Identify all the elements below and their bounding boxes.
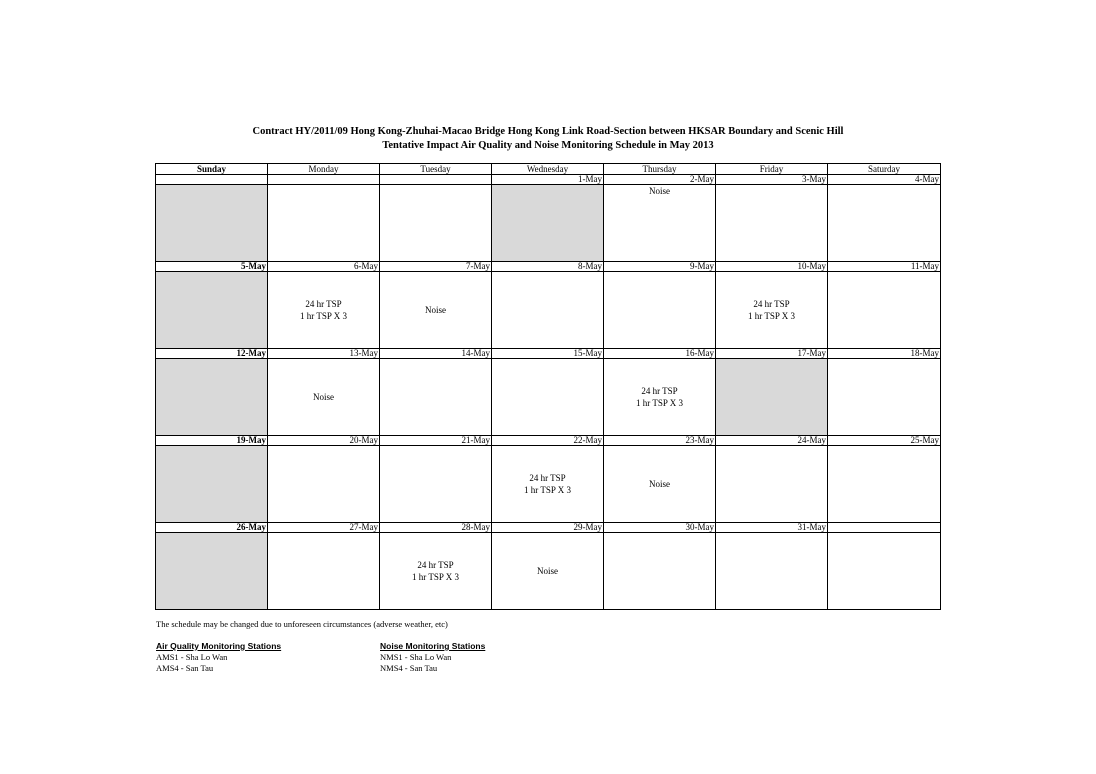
date-row [156, 523, 941, 533]
weekday-header: Wednesday [492, 164, 604, 175]
day-cell [492, 359, 604, 436]
date-cell: 31-May [716, 523, 828, 533]
date-cell: 1-May [492, 175, 604, 185]
date-row [156, 262, 941, 272]
day-cell [268, 533, 380, 610]
date-cell: 29-May [492, 523, 604, 533]
weekday-header: Sunday [156, 164, 268, 175]
date-cell: 5-May [156, 262, 268, 272]
date-cell: 18-May [828, 349, 941, 359]
weekday-header: Saturday [828, 164, 941, 175]
monitoring-event: 1 hr TSP X 3 [635, 398, 683, 408]
date-cell: 8-May [492, 262, 604, 272]
day-cell [268, 446, 380, 523]
date-cell: 20-May [268, 436, 380, 446]
date-cell: 30-May [604, 523, 716, 533]
monitoring-event: Noise [313, 392, 334, 402]
date-row [156, 349, 941, 359]
weekday-header: Monday [268, 164, 380, 175]
date-cell [268, 175, 380, 185]
date-cell: 23-May [604, 436, 716, 446]
day-cell-shaded [156, 446, 268, 523]
event-row [156, 533, 941, 610]
date-row [156, 436, 941, 446]
noise-legend-heading: Noise Monitoring Stations [380, 641, 486, 651]
day-cell [604, 359, 716, 436]
day-cell-shaded [156, 272, 268, 349]
title-line-1: Contract HY/2011/09 Hong Kong-Zhuhai-Macao Bridge Hong Kong Link Road-Section between HKSAR Boundary and Scenic Hill [252, 126, 844, 137]
day-cell [268, 185, 380, 262]
day-cell [492, 272, 604, 349]
monitoring-calendar [155, 163, 941, 610]
monitoring-event: Noise [649, 479, 670, 489]
weekday-header: Tuesday [380, 164, 492, 175]
date-cell: 17-May [716, 349, 828, 359]
date-cell: 6-May [268, 262, 380, 272]
day-cell [604, 185, 716, 262]
date-cell: 21-May [380, 436, 492, 446]
monitoring-event: 24 hr TSP [529, 473, 566, 483]
monitoring-event: 24 hr TSP [417, 560, 454, 570]
document-title [0, 125, 1096, 153]
monitoring-event: Noise [649, 186, 670, 196]
day-cell [380, 185, 492, 262]
schedule-note: The schedule may be changed due to unforeseen circumstances (adverse weather, etc) [156, 619, 448, 629]
day-cell-shaded [492, 185, 604, 262]
day-cell [828, 446, 941, 523]
monitoring-event: 1 hr TSP X 3 [411, 572, 459, 582]
date-row [156, 175, 941, 185]
weekday-header-row [156, 164, 941, 175]
date-cell: 3-May [716, 175, 828, 185]
date-cell: 22-May [492, 436, 604, 446]
date-cell: 15-May [492, 349, 604, 359]
date-cell: 13-May [268, 349, 380, 359]
monitoring-event: Noise [537, 566, 558, 576]
date-cell: 7-May [380, 262, 492, 272]
date-cell: 16-May [604, 349, 716, 359]
noise-legend [380, 641, 485, 674]
date-cell [380, 175, 492, 185]
event-row [156, 446, 941, 523]
monitoring-event: 24 hr TSP [305, 299, 342, 309]
monitoring-event: 1 hr TSP X 3 [523, 485, 571, 495]
event-row [156, 359, 941, 436]
monitoring-event: 24 hr TSP [641, 386, 678, 396]
noise-station-item: NMS4 - San Tau [380, 663, 438, 673]
day-cell [268, 272, 380, 349]
day-cell [604, 446, 716, 523]
air-station-item: AMS4 - San Tau [156, 663, 214, 673]
monitoring-event: 1 hr TSP X 3 [747, 311, 795, 321]
day-cell [828, 272, 941, 349]
title-line-2: Tentative Impact Air Quality and Noise Monitoring Schedule in May 2013 [382, 140, 714, 151]
event-row [156, 272, 941, 349]
weekday-header: Friday [716, 164, 828, 175]
day-cell-shaded [156, 359, 268, 436]
day-cell [828, 533, 941, 610]
day-cell [380, 359, 492, 436]
day-cell [604, 533, 716, 610]
date-cell: 25-May [828, 436, 941, 446]
day-cell-shaded [716, 359, 828, 436]
day-cell [716, 533, 828, 610]
day-cell [268, 359, 380, 436]
date-cell: 28-May [380, 523, 492, 533]
date-cell: 4-May [828, 175, 941, 185]
day-cell [828, 359, 941, 436]
date-cell: 11-May [828, 262, 941, 272]
date-cell: 14-May [380, 349, 492, 359]
day-cell [380, 272, 492, 349]
day-cell [828, 185, 941, 262]
day-cell-shaded [156, 185, 268, 262]
weekday-header: Thursday [604, 164, 716, 175]
air-quality-legend [156, 641, 281, 674]
monitoring-event: Noise [425, 305, 446, 315]
day-cell [716, 446, 828, 523]
day-cell-shaded [156, 533, 268, 610]
date-cell [156, 175, 268, 185]
date-cell: 24-May [716, 436, 828, 446]
date-cell: 9-May [604, 262, 716, 272]
date-cell [828, 523, 941, 533]
noise-station-item: NMS1 - Sha Lo Wan [380, 652, 452, 662]
monitoring-event: 1 hr TSP X 3 [299, 311, 347, 321]
day-cell [380, 446, 492, 523]
monitoring-event: 24 hr TSP [753, 299, 790, 309]
event-row [156, 185, 941, 262]
air-station-item: AMS1 - Sha Lo Wan [156, 652, 228, 662]
date-cell: 19-May [156, 436, 268, 446]
day-cell [492, 533, 604, 610]
date-cell: 26-May [156, 523, 268, 533]
day-cell [380, 533, 492, 610]
air-quality-legend-heading: Air Quality Monitoring Stations [156, 641, 282, 651]
day-cell [716, 272, 828, 349]
date-cell: 27-May [268, 523, 380, 533]
date-cell: 2-May [604, 175, 716, 185]
date-cell: 12-May [156, 349, 268, 359]
day-cell [716, 185, 828, 262]
day-cell [604, 272, 716, 349]
date-cell: 10-May [716, 262, 828, 272]
day-cell [492, 446, 604, 523]
